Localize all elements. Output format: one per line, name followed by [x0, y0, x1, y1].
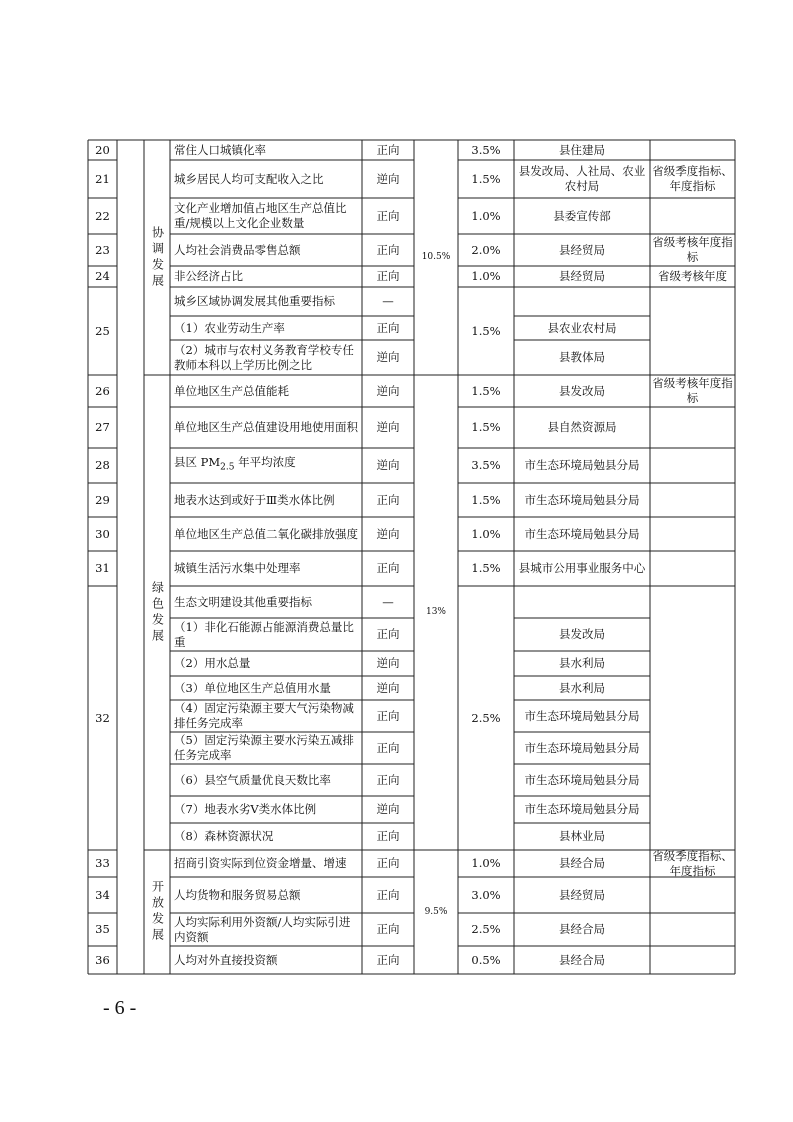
responsible-dept [514, 160, 650, 198]
indicator-name [170, 700, 362, 732]
indicator-name [170, 198, 362, 234]
direction [362, 198, 414, 234]
weight-share [458, 160, 514, 198]
direction [362, 551, 414, 586]
direction [362, 732, 414, 764]
category-label-text: 绿色发展 [150, 580, 165, 645]
responsible-dept-text: 县自然资源局 [547, 420, 617, 434]
responsible-dept-text: 市生态环境局勉县分局 [524, 708, 640, 723]
weight-share-text: 2.5% [471, 922, 501, 936]
direction-text: 逆向 [376, 350, 400, 364]
indicator-name [170, 316, 362, 340]
responsible-dept [514, 823, 650, 850]
weight-share-text: 0.5% [471, 952, 501, 967]
row-number-text: 36 [95, 952, 110, 967]
weight-share [458, 375, 514, 407]
direction [362, 340, 414, 375]
indicator-name-text: 文化产业增加值占地区生产总值比重/规模以上文化企业数量 [174, 201, 347, 230]
responsible-dept-text: 市生态环境局勉县分局 [524, 740, 640, 755]
direction [362, 823, 414, 850]
direction-text: 正向 [376, 829, 400, 843]
row-number-text: 24 [95, 269, 110, 283]
responsible-dept-text: 县经贸局 [559, 242, 605, 257]
direction-text: 正向 [376, 952, 400, 967]
page-number: - 6 - [103, 997, 137, 1019]
indicator-name-text: 生态文明建设其他重要指标 [174, 594, 312, 609]
direction [362, 316, 414, 340]
indicator-name [170, 375, 362, 407]
weight-share [458, 234, 514, 266]
row-number [88, 160, 117, 198]
weight-share [458, 850, 514, 877]
row-number-text: 30 [95, 526, 110, 541]
direction-text: 正向 [376, 492, 400, 507]
row-number [88, 448, 117, 483]
note-cell-text: 省级季度指标、年度指标 [652, 848, 733, 878]
weight-share [458, 551, 514, 586]
category-weight [414, 140, 458, 375]
indicator-name [170, 877, 362, 913]
weight-share [458, 913, 514, 946]
row-number-text: 31 [95, 561, 110, 575]
responsible-dept-text: 市生态环境局勉县分局 [524, 526, 640, 541]
indicator-name [170, 483, 362, 517]
responsible-dept-text: 县委宣传部 [553, 208, 611, 223]
direction-text: 正向 [376, 242, 400, 257]
row-number [88, 266, 117, 287]
row-number [88, 877, 117, 913]
direction-text: 逆向 [376, 383, 400, 398]
direction-text: 正向 [376, 208, 400, 223]
weight-share-text: 1.5% [471, 171, 501, 186]
weight-share-text: 1.0% [471, 856, 501, 870]
weight-share-text: 1.0% [471, 526, 501, 541]
row-number [88, 287, 117, 375]
category-weight-text: 13% [425, 607, 446, 617]
row-number [88, 375, 117, 407]
row-number-text: 23 [95, 242, 110, 257]
direction [362, 448, 414, 483]
direction-text: 正向 [376, 856, 400, 870]
responsible-dept [514, 946, 650, 974]
direction [362, 287, 414, 316]
weight-share-text: 3.5% [471, 458, 501, 472]
indicator-name-text: 城乡居民人均可支配收入之比 [174, 171, 324, 186]
direction-text: 逆向 [376, 420, 400, 434]
row-number-text: 33 [95, 856, 110, 870]
responsible-dept [514, 850, 650, 877]
direction [362, 913, 414, 946]
row-number [88, 234, 117, 266]
note-cell-text: 省级考核年度指标 [652, 376, 733, 405]
responsible-dept-text: 县住建局 [559, 142, 605, 157]
weight-share [458, 877, 514, 913]
note-cell [650, 850, 735, 877]
direction [362, 764, 414, 796]
indicator-name-text: 非公经济占比 [174, 269, 243, 283]
indicator-name [170, 946, 362, 974]
responsible-dept [514, 375, 650, 407]
weight-share-text: 1.5% [471, 383, 501, 398]
row-number-text: 27 [95, 420, 110, 434]
responsible-dept [514, 700, 650, 732]
indicator-name-text: 城乡区域协调发展其他重要指标 [174, 294, 335, 308]
direction-text: 正向 [376, 627, 400, 641]
direction-text: 正向 [376, 561, 400, 575]
indicator-name-text: 人均货物和服务贸易总额 [174, 887, 301, 902]
indicator-name-text: （1）非化石能源占能源消费总量比重 [174, 619, 354, 649]
indicator-name [170, 850, 362, 877]
indicator-name-text: （7）地表水劣Ⅴ类水体比例 [174, 802, 317, 816]
row-number-text: 26 [95, 383, 110, 398]
note-cell [650, 160, 735, 198]
indicator-name-tail: 年平均浓度 [234, 455, 296, 470]
direction-text: — [382, 294, 394, 308]
indicator-name [170, 732, 362, 764]
direction-text: 正向 [376, 320, 400, 335]
indicator-name-text: 县区 $PM_{2.5}$ 年平均浓度 [174, 455, 296, 473]
indicator-name-text: 人均社会消费品零售总额 [174, 242, 301, 257]
responsible-dept [514, 732, 650, 764]
direction-text: 正向 [376, 740, 400, 755]
direction-text: 逆向 [376, 526, 400, 541]
weight-share [458, 448, 514, 483]
indicator-name-text: 单位地区生产总值二氧化碳排放强度 [174, 526, 358, 541]
direction [362, 140, 414, 160]
row-number-text: 35 [95, 922, 110, 936]
row-number-text: 32 [95, 710, 110, 725]
indicator-name [170, 340, 362, 375]
indicator-name-text: （5）固定污染源主要水污染五减排任务完成率 [174, 733, 354, 762]
responsible-dept-text: 县发改局 [559, 627, 605, 641]
responsible-dept [514, 266, 650, 287]
category-weight [414, 375, 458, 850]
responsible-dept [514, 234, 650, 266]
responsible-dept [514, 676, 650, 700]
direction-text: 正向 [376, 772, 400, 787]
weight-share-text: 2.5% [471, 710, 501, 725]
row-number [88, 517, 117, 551]
indicator-name [170, 551, 362, 586]
responsible-dept [514, 517, 650, 551]
indicator-name [170, 448, 362, 483]
row-number-text: 22 [95, 208, 110, 223]
row-number-text: 29 [95, 492, 110, 507]
direction-text: 正向 [376, 269, 400, 283]
indicator-name [170, 913, 362, 946]
note-cell-text: 省级季度指标、年度指标 [652, 164, 733, 193]
indicator-name [170, 823, 362, 850]
responsible-dept-text: 市生态环境局勉县分局 [524, 458, 640, 472]
row-number [88, 140, 117, 160]
indicator-name [170, 287, 362, 316]
indicator-name-text: 单位地区生产总值建设用地使用面积 [174, 420, 358, 434]
row-number-text: 21 [95, 171, 110, 186]
weight-share-text: 3.5% [471, 142, 501, 157]
row-number [88, 586, 117, 850]
indicator-name-text: （6）县空气质量优良天数比率 [174, 772, 331, 787]
category-weight [414, 850, 458, 974]
indicator-name [170, 676, 362, 700]
indicator-name-text: （2）城市与农村义务教育学校专任教师本科以上学历比例之比 [174, 342, 354, 372]
row-number [88, 483, 117, 517]
subscript: 2.5 [220, 462, 235, 473]
indicator-name [170, 160, 362, 198]
responsible-dept [514, 140, 650, 160]
indicator-name-text: 人均实际利用外资额/人均实际引进内资额 [174, 914, 351, 944]
weight-share-text: 1.5% [471, 420, 501, 434]
responsible-dept-text: 市生态环境局勉县分局 [524, 492, 640, 507]
direction [362, 160, 414, 198]
responsible-dept-text: 县发改局、人社局、农业农村局 [518, 164, 646, 193]
responsible-dept [514, 796, 650, 823]
direction [362, 483, 414, 517]
responsible-dept-text: 县经贸局 [559, 269, 605, 283]
direction [362, 618, 414, 651]
direction-text: 逆向 [376, 458, 400, 472]
direction-text: 逆向 [376, 656, 400, 670]
indicator-name-text: （4）固定污染源主要大气污染物减排任务完成率 [174, 701, 354, 730]
responsible-dept [514, 340, 650, 375]
responsible-dept [514, 913, 650, 946]
direction [362, 877, 414, 913]
category-label-text: 开放发展 [150, 880, 165, 944]
responsible-dept-text: 县水利局 [559, 680, 605, 695]
responsible-dept [514, 764, 650, 796]
indicator-name-text: 地表水达到或好于Ⅲ类水体比例 [174, 492, 335, 507]
weight-share [458, 266, 514, 287]
note-cell [650, 375, 735, 407]
weight-share [458, 586, 514, 850]
direction [362, 407, 414, 448]
weight-share-text: 1.0% [471, 269, 501, 283]
responsible-dept [514, 551, 650, 586]
weight-share [458, 483, 514, 517]
indicator-name [170, 140, 362, 160]
responsible-dept [514, 407, 650, 448]
category-label-text: 协调发展 [150, 225, 165, 290]
indicator-name [170, 517, 362, 551]
responsible-dept-text: 县经贸局 [559, 887, 605, 902]
responsible-dept-text: 县教体局 [559, 350, 605, 364]
responsible-dept [514, 877, 650, 913]
direction-text: 逆向 [376, 171, 400, 186]
responsible-dept [514, 198, 650, 234]
responsible-dept-text: 县农业农村局 [547, 320, 617, 335]
category-weight-text: 10.5% [421, 252, 451, 262]
weight-share [458, 946, 514, 974]
weight-share-text: 3.0% [471, 887, 501, 902]
indicator-name-text: （2）用水总量 [174, 656, 251, 670]
indicator-name-text: （3）单位地区生产总值用水量 [174, 680, 331, 695]
responsible-dept-text: 县经合局 [559, 922, 605, 936]
direction-text: 正向 [376, 708, 400, 723]
note-cell [650, 266, 735, 287]
indicator-name [170, 234, 362, 266]
indicator-name-text: 单位地区生产总值能耗 [174, 383, 289, 398]
indicator-name [170, 266, 362, 287]
row-number-text: 20 [95, 142, 110, 157]
indicator-name [170, 618, 362, 651]
row-number-text: 28 [95, 458, 110, 472]
indicator-name [170, 651, 362, 676]
weight-share-text: 1.5% [471, 561, 501, 575]
direction [362, 850, 414, 877]
weight-share [458, 287, 514, 375]
responsible-dept-text: 县林业局 [559, 829, 605, 843]
direction-text: 逆向 [376, 680, 400, 695]
indicator-name-text: 城镇生活污水集中处理率 [174, 561, 301, 575]
direction [362, 234, 414, 266]
indicator-name-text: （8）森林资源状况 [174, 829, 274, 843]
category-label [144, 140, 170, 375]
indicator-name-text: （1）农业劳动生产率 [174, 320, 285, 335]
row-number [88, 551, 117, 586]
row-number [88, 198, 117, 234]
indicator-name-text: 人均对外直接投资额 [174, 952, 278, 967]
direction [362, 266, 414, 287]
direction-text: — [382, 594, 394, 609]
direction-text: 正向 [376, 922, 400, 936]
weight-share-text: 1.5% [471, 492, 501, 507]
direction [362, 651, 414, 676]
direction [362, 375, 414, 407]
responsible-dept-text: 县水利局 [559, 656, 605, 670]
weight-share-text: 2.0% [471, 242, 501, 257]
weight-share [458, 198, 514, 234]
note-cell-text: 省级考核年度 [658, 269, 727, 283]
weight-share-text: 1.5% [471, 323, 501, 338]
direction-text: 逆向 [376, 802, 400, 816]
weight-share [458, 407, 514, 448]
responsible-dept-text: 市生态环境局勉县分局 [524, 772, 640, 787]
row-number-text: 25 [95, 323, 110, 338]
weight-share [458, 517, 514, 551]
direction-text: 正向 [376, 142, 400, 157]
direction [362, 946, 414, 974]
responsible-dept-text: 县经合局 [559, 952, 605, 967]
weight-share-text: 1.0% [471, 208, 501, 223]
responsible-dept-text: 县经合局 [559, 856, 605, 870]
category-weight-text: 9.5% [424, 906, 448, 917]
category-label [144, 850, 170, 974]
responsible-dept [514, 448, 650, 483]
direction [362, 676, 414, 700]
indicator-name [170, 407, 362, 448]
responsible-dept [514, 651, 650, 676]
row-number [88, 946, 117, 974]
indicator-name-text: 常住人口城镇化率 [174, 142, 266, 157]
weight-share [458, 140, 514, 160]
responsible-dept [514, 483, 650, 517]
note-cell-text: 省级考核年度指标 [652, 235, 733, 264]
category-label [144, 375, 170, 850]
indicator-name [170, 586, 362, 618]
row-number-text: 34 [95, 887, 110, 902]
row-number [88, 850, 117, 877]
responsible-dept-text: 县城市公用事业服务中心 [518, 561, 646, 575]
direction [362, 586, 414, 618]
responsible-dept [514, 618, 650, 651]
responsible-dept-text: 县发改局 [559, 383, 605, 398]
row-number [88, 913, 117, 946]
responsible-dept [514, 316, 650, 340]
indicator-name-text: 招商引资实际到位资金增量、增速 [174, 856, 347, 870]
direction [362, 700, 414, 732]
indicator-name [170, 764, 362, 796]
direction [362, 796, 414, 823]
note-cell [650, 234, 735, 266]
row-number [88, 407, 117, 448]
indicator-name [170, 796, 362, 823]
responsible-dept-text: 市生态环境局勉县分局 [524, 802, 640, 816]
direction-text: 正向 [376, 887, 400, 902]
direction [362, 517, 414, 551]
